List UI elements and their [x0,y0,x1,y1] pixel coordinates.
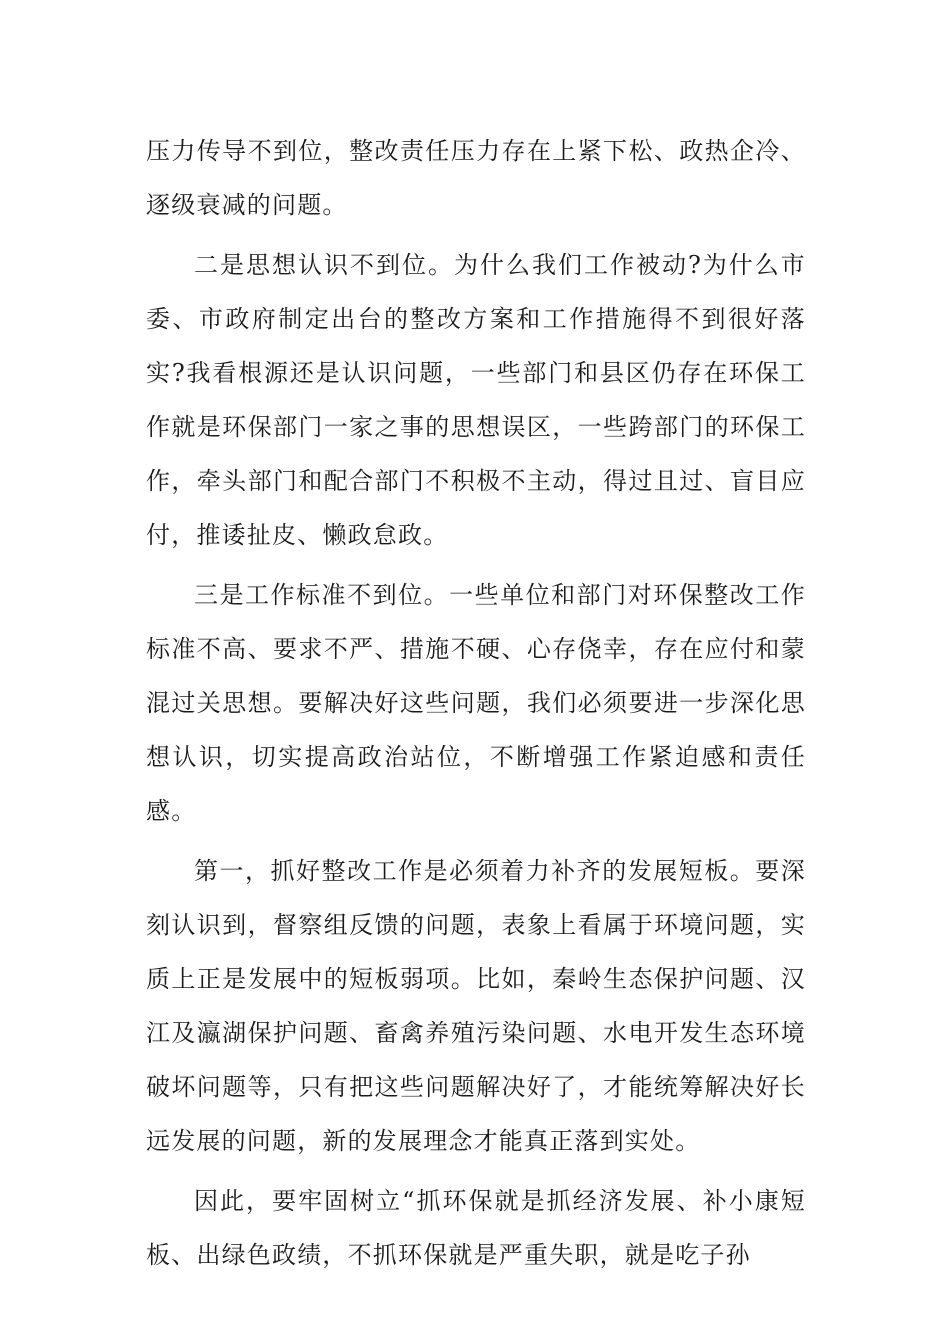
paragraph-2: 二是思想认识不到位。为什么我们工作被动?为什么市委、市政府制定出台的整改方案和工作措施得不到很好落实?我看根源还是认识问题，一些部门和县区仍存在环保工作就是环保部门一家之事的思想误区，一些跨部门的环保工作，牵头部门和配合部门不积极不主动，得过且过、盲目应付，推诿扯皮、懒政怠政。 [146,251,806,549]
paragraph-5: 因此，要牢固树立“抓环保就是抓经济发展、补小康短板、出绿色政绩，不抓环保就是严重失职，就是吃子孙 [146,1187,806,1269]
document-body [146,124,806,1288]
paragraph-1: 压力传导不到位，整改责任压力存在上紧下松、政热企冷、逐级衰减的问题。 [146,137,806,219]
paragraph-4: 第一，抓好整改工作是必须着力补齐的发展短板。要深刻认识到，督察组反馈的问题，表象上看属于环境问题，实质上正是发展中的短板弱项。比如，秦岭生态保护问题、汉江及瀛湖保护问题、畜禽养殖污染问题、水电开发生态环境破坏问题等，只有把这些问题解决好了，才能统筹解决好长远发展的问题，新的发展理念才能真正落到实处。 [146,857,806,1155]
paragraph-3: 三是工作标准不到位。一些单位和部门对环保整改工作标准不高、要求不严、措施不硬、心存侥幸，存在应付和蒙混过关思想。要解决好这些问题，我们必须要进一步深化思想认识，切实提高政治站位，不断增强工作紧迫感和责任感。 [146,581,806,825]
